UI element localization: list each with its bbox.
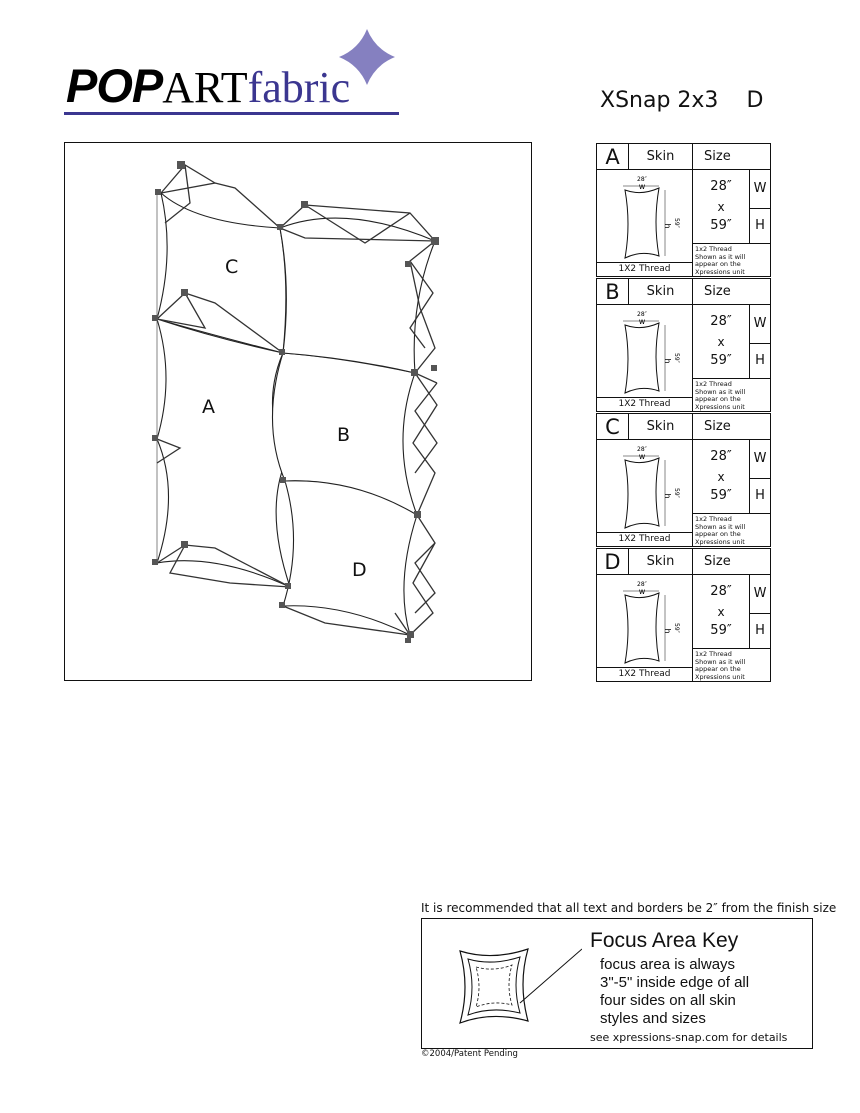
width-cell: W: [749, 305, 770, 344]
document-variant: D: [746, 88, 764, 113]
height-cell: H: [749, 614, 770, 648]
skin-letter: D: [597, 549, 629, 575]
panel-label-c: C: [225, 256, 239, 278]
draw-height-letter: h: [663, 358, 672, 364]
skin-table-a: [596, 143, 771, 277]
panel-d-outline: [283, 481, 417, 635]
width-value: 28″: [710, 584, 732, 599]
note-thread: 1x2 Thread: [695, 650, 732, 658]
skin-drawing: [597, 305, 693, 397]
focus-line-2: 3"-5" inside edge of all: [600, 974, 750, 991]
focus-title: Focus Area Key: [590, 929, 739, 952]
panel-label-b: B: [337, 424, 351, 446]
skin-shape-outline: [625, 188, 659, 258]
copyright-notice: ©2004/Patent Pending: [421, 1049, 518, 1059]
skin-note: [693, 513, 770, 546]
skin-shape-drawing: [597, 440, 691, 532]
skin-note: [693, 648, 770, 681]
note-text: Shown as it will appear on the Xpressions unit: [695, 387, 746, 411]
height-cell: H: [749, 344, 770, 378]
skin-shape-outline: [625, 593, 659, 663]
width-value: 28″: [710, 314, 732, 329]
logo-underline: [64, 112, 399, 115]
note-text: Shown as it will appear on the Xpressions unit: [695, 252, 746, 276]
skin-table-c: [596, 413, 771, 547]
skin-column-label: Skin: [629, 144, 693, 170]
thread-label: 1X2 Thread: [597, 262, 693, 276]
draw-height-letter: h: [663, 493, 672, 499]
draw-width-letter: w: [638, 317, 646, 326]
skin-shape-outline: [625, 458, 659, 528]
thread-label: 1X2 Thread: [597, 532, 693, 546]
size-column-label: Size: [704, 554, 731, 569]
size-column-label: Size: [704, 419, 731, 434]
document-title: [600, 88, 763, 113]
focus-area-illustration: [422, 919, 582, 1047]
note-thread: 1x2 Thread: [695, 245, 732, 253]
skin-shape-outline: [625, 323, 659, 393]
skin-header: [597, 414, 770, 440]
height-value: 59″: [710, 218, 732, 233]
skin-table-d: [596, 548, 771, 682]
focus-see-details: see xpressions-snap.com for details: [590, 1031, 788, 1044]
width-value: 28″: [710, 179, 732, 194]
height-value: 59″: [710, 623, 732, 638]
draw-height-value: 59″: [673, 488, 680, 498]
brand-logo: [62, 22, 407, 122]
skin-note: [693, 243, 770, 276]
size-separator: x: [717, 470, 725, 484]
thread-label: 1X2 Thread: [597, 397, 693, 411]
skin-column-label: Skin: [629, 279, 693, 305]
skin-shape-drawing: [597, 305, 691, 397]
recommendation-text: It is recommended that all text and borders be 2″ from the finish size: [421, 901, 837, 915]
size-column-label: Size: [704, 284, 731, 299]
focus-area-key: [421, 918, 813, 1049]
note-text: Shown as it will appear on the Xpressions unit: [695, 657, 746, 681]
draw-height-letter: h: [663, 223, 672, 229]
note-thread: 1x2 Thread: [695, 380, 732, 388]
size-separator: x: [717, 200, 725, 214]
panel-label-a: A: [202, 396, 215, 418]
skin-table-b: [596, 278, 771, 412]
thread-label: 1X2 Thread: [597, 667, 693, 681]
skin-header: [597, 279, 770, 305]
panel-upper-right-outline: [280, 218, 435, 373]
draw-height-value: 59″: [673, 353, 680, 363]
focus-line-3: four sides on all skin: [600, 992, 736, 1009]
height-cell: H: [749, 479, 770, 513]
panel-label-d: D: [352, 559, 367, 581]
note-text: Shown as it will appear on the Xpressions unit: [695, 522, 746, 546]
size-separator: x: [717, 605, 725, 619]
skin-letter: A: [597, 144, 629, 170]
draw-width-value: 28″: [637, 581, 647, 588]
skin-drawing: [597, 170, 693, 262]
skin-drawing: [597, 440, 693, 532]
skin-shape-drawing: [597, 575, 691, 667]
skin-letter: B: [597, 279, 629, 305]
draw-height-value: 59″: [673, 623, 680, 633]
focus-line-4: styles and sizes: [600, 1010, 706, 1027]
width-cell: W: [749, 170, 770, 209]
draw-width-letter: w: [638, 587, 646, 596]
logo-pop: POP: [66, 59, 163, 112]
draw-width-letter: w: [638, 182, 646, 191]
size-separator: x: [717, 335, 725, 349]
width-cell: W: [749, 575, 770, 614]
skin-column-label: Skin: [629, 549, 693, 575]
frame-diagram: [64, 142, 532, 681]
skin-letter: C: [597, 414, 629, 440]
skin-header: [597, 549, 770, 575]
size-column-label: Size: [704, 149, 731, 164]
draw-height-value: 59″: [673, 218, 680, 228]
draw-width-value: 28″: [637, 311, 647, 318]
width-cell: W: [749, 440, 770, 479]
height-value: 59″: [710, 353, 732, 368]
skin-header: [597, 144, 770, 170]
logo-wordmark: [66, 59, 351, 112]
height-value: 59″: [710, 488, 732, 503]
document-title-text: XSnap 2x3: [600, 88, 719, 113]
frame-diagram-drawing: [65, 143, 531, 680]
skin-drawing: [597, 575, 693, 667]
draw-width-letter: w: [638, 452, 646, 461]
logo-fabric: fabric: [247, 63, 351, 112]
width-value: 28″: [710, 449, 732, 464]
height-cell: H: [749, 209, 770, 243]
focus-line-1: focus area is always: [600, 956, 736, 973]
skin-column-label: Skin: [629, 414, 693, 440]
draw-width-value: 28″: [637, 176, 647, 183]
panel-a-outline: [157, 319, 290, 587]
skin-shape-drawing: [597, 170, 691, 262]
skin-note: [693, 378, 770, 411]
draw-width-value: 28″: [637, 446, 647, 453]
note-thread: 1x2 Thread: [695, 515, 732, 523]
logo-art: ART: [162, 63, 248, 112]
draw-height-letter: h: [663, 628, 672, 634]
